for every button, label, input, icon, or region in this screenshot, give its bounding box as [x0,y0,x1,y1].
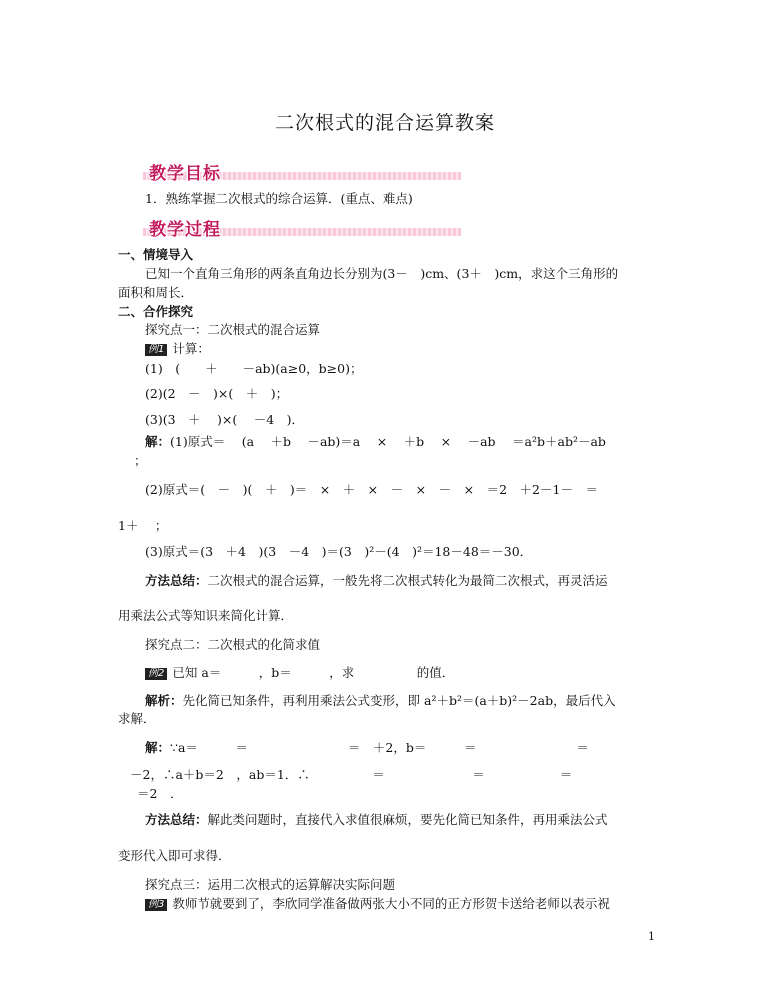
example-3-badge: 例3 [145,899,167,911]
example-1-solution-3: (3)原式＝(3 ＋4 )(3 －4 )＝(3 )²－(4 )²＝18－48＝－30． [145,544,533,559]
example-1-solution-2: (2)原式＝( － )( ＋ )＝ × ＋ × － × － × ＝2 ＋2－1－ ＝ [145,482,598,497]
example-3-statement [145,896,610,912]
banner-process-label: 教学过程 [149,220,221,240]
example-1-method-1 [145,573,608,589]
example-1-solution-2-end: 1＋ ； [118,518,168,533]
page-title: 二次根式的混合运算教案 [274,112,495,134]
example-1-part-1: (1) ( ＋ －ab)(a≥0，b≥0)； [145,361,363,376]
example-2-solution-3: ＝2 ． [137,786,183,801]
example-1-part-3: (3)(3 ＋ )×( －4 )． [145,412,305,427]
example-2-text: 已知 a＝ ，b＝ ，求 的值． [172,665,455,680]
example-2-solution-2: －2，∴a＋b＝2 ，ab＝1．∴ ＝ ＝ ＝ [130,767,573,782]
solution-2-label: 解： [145,740,171,755]
analysis-label: 解析： [145,693,183,708]
goal-item-1: 1．熟练掌握二次根式的综合运算．(重点、难点) [145,191,413,206]
example-1-part-2: (2)(2 － )×( ＋ )； [145,386,289,401]
banner-goals-label: 教学目标 [149,164,221,184]
point-1-heading: 探究点一：二次根式的混合运算 [145,322,321,337]
example-1-solution-1 [145,434,606,450]
solution-label: 解： [145,434,171,449]
example-1-intro-text: 计算： [172,341,210,356]
example-1-intro [145,341,210,357]
section-heading-2: 二、合作探究 [118,304,194,319]
section-banner-process [143,218,461,238]
method-2-text: 解此类问题时，直接代入求值很麻烦，要先化简已知条件，再用乘法公式 [207,812,608,827]
page-number: 1 [648,930,655,943]
example-2-badge: 例2 [145,668,167,680]
example-2-analysis-2: 求解． [118,711,156,726]
example-3-text: 教师节就要到了，李欣同学准备做两张大小不同的正方形贺卡送给老师以表示祝 [172,896,610,911]
method-label: 方法总结： [145,573,208,588]
example-2-method-2: 变形代入即可求得． [118,848,231,863]
example-2-solution-1 [145,740,589,756]
method-2-label: 方法总结： [145,812,208,827]
example-2-analysis-1 [145,693,616,709]
example-2-statement [145,665,454,681]
solution-2-line-1: ∵a＝ ＝ ＝ ＋2，b＝ ＝ ＝ [170,740,589,755]
analysis-1-text: 先化简已知条件，再利用乘法公式变形，即 a²＋b²＝(a＋b)²－2ab，最后代入 [182,693,616,708]
example-1-badge: 例1 [145,344,167,356]
example-1-solution-1-end: ； [134,453,147,468]
point-3-heading: 探究点三：运用二次根式的运算解决实际问题 [145,877,396,892]
example-2-method-1 [145,812,608,828]
method-1-text: 二次根式的混合运算，一般先将二次根式转化为最简二次根式，再灵活运 [207,573,608,588]
solution-1-text: (1)原式＝ (a ＋b －ab)＝a × ＋b × －ab ＝a²b＋ab²－ab [170,434,606,449]
section-heading-1: 一、情境导入 [118,247,194,262]
section-banner-goals [143,162,461,182]
intro-line-2: 面积和周长． [118,285,194,300]
point-2-heading: 探究点二：二次根式的化简求值 [145,637,321,652]
intro-line-1: 已知一个直角三角形的两条直角边长分别为(3－ )cm、(3＋ )cm，求这个三角形的 [145,266,619,281]
example-1-method-2: 用乘法公式等知识来简化计算． [118,608,294,623]
